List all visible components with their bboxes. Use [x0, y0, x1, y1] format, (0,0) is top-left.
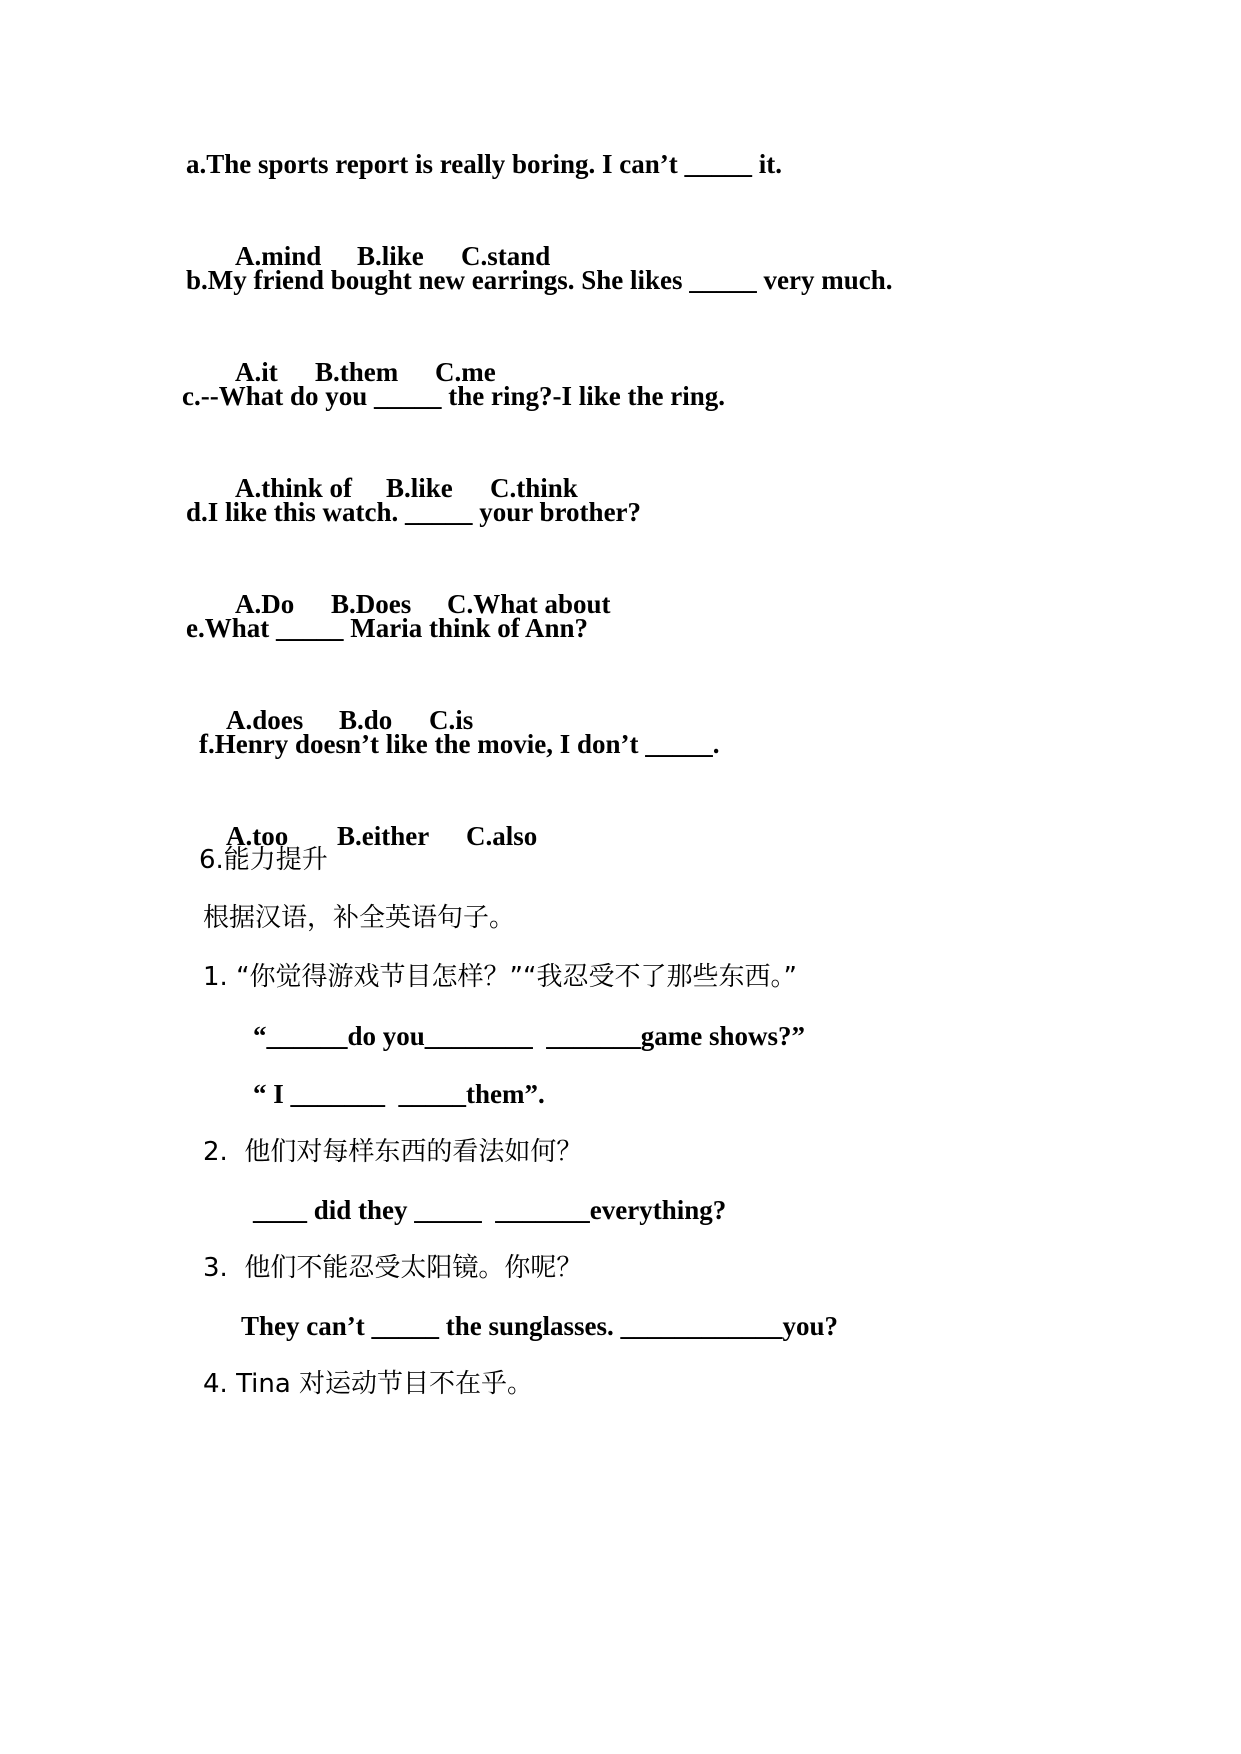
section-instruction: 根据汉语，补全英语句子。 [203, 903, 516, 933]
section-title: 6.能力提升 [199, 845, 328, 875]
option: C.stand [461, 241, 551, 271]
option: B.Does [331, 589, 412, 619]
item-4-prompt: 4. Tina 对运动节目不在乎。 [203, 1369, 534, 1399]
option: B.them [315, 357, 399, 387]
question-a-stem: a.The sports report is really boring. I can’t _____ it. [186, 149, 782, 179]
question-c-stem: c.--What do you _____ the ring?-I like the ring. [182, 381, 725, 411]
option: C.think [490, 473, 578, 503]
option: A.too [226, 821, 289, 851]
question-d-stem: d.I like this watch. _____ your brother? [186, 497, 642, 527]
question-e-stem: e.What _____ Maria think of Ann? [186, 613, 589, 643]
option: A.Do [235, 589, 295, 619]
option: B.do [339, 705, 393, 735]
item-2-prompt: 2. 他们对每样东西的看法如何？ [203, 1137, 583, 1167]
option: A.think of [235, 473, 353, 503]
item-3-prompt: 3. 他们不能忍受太阳镜。你呢？ [203, 1253, 583, 1283]
option: C.also [466, 821, 538, 851]
option: B.like [357, 241, 424, 271]
question-f-stem: f.Henry doesn’t like the movie, I don’t _____. [199, 729, 720, 759]
item-1-answer-line: “ I _______ _____them”. [253, 1079, 545, 1109]
option: A.mind [235, 241, 322, 271]
option: B.either [337, 821, 430, 851]
item-1-prompt: 1. “你觉得游戏节目怎样？”“我忍受不了那些东西。” [203, 962, 797, 992]
option: A.does [226, 705, 304, 735]
option: C.me [435, 357, 496, 387]
option: C.What about [447, 589, 611, 619]
item-3-answer-line: They can’t _____ the sunglasses. ____________you? [241, 1311, 839, 1341]
item-1-answer-line: “______do you________ _______game shows?” [253, 1021, 806, 1051]
item-2-answer-line: ____ did they _____ _______everything? [253, 1195, 727, 1225]
option: A.it [235, 357, 278, 387]
question-b-stem: b.My friend bought new earrings. She likes _____ very much. [186, 265, 893, 295]
option: B.like [386, 473, 453, 503]
option: C.is [429, 705, 474, 735]
